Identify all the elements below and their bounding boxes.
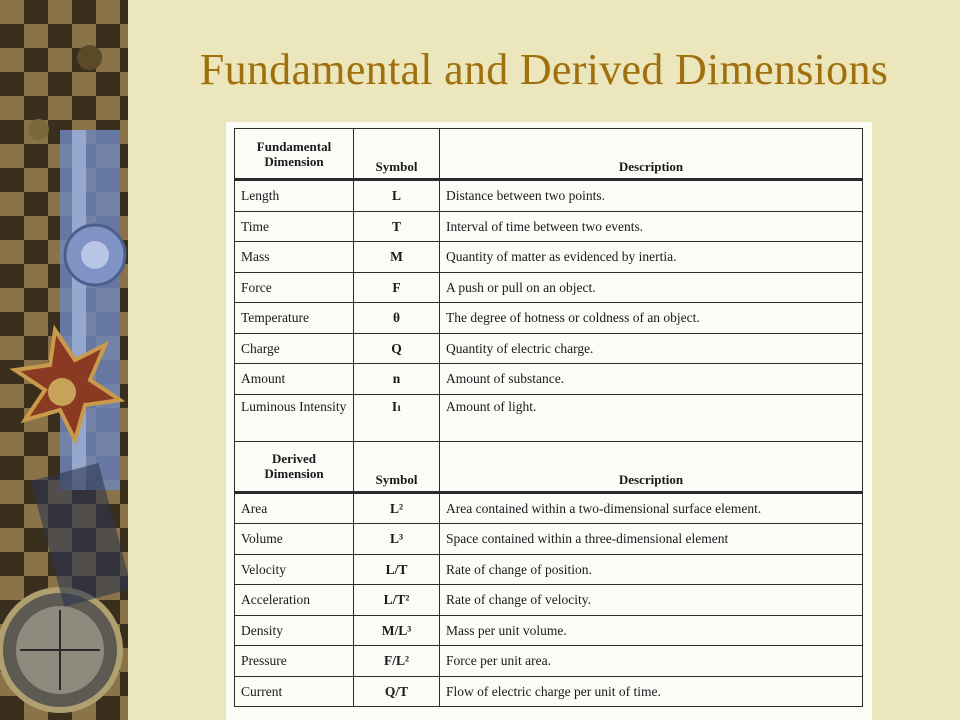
slide-title: Fundamental and Derived Dimensions <box>199 45 889 94</box>
table-row <box>235 180 863 212</box>
dimension-cell: Charge <box>235 333 354 364</box>
dimension-cell: Force <box>235 272 354 303</box>
symbol-cell: θ <box>354 303 440 334</box>
table-row <box>235 676 863 707</box>
fundamental-header-row <box>235 129 863 180</box>
description-cell: Interval of time between two events. <box>440 211 863 242</box>
dimension-cell: Area <box>235 492 354 524</box>
dimension-cell: Mass <box>235 242 354 273</box>
derived-header-row <box>235 441 863 492</box>
description-cell: The degree of hotness or coldness of an object. <box>440 303 863 334</box>
dimension-cell: Acceleration <box>235 585 354 616</box>
description-cell: Space contained within a three-dimensional element <box>440 524 863 555</box>
dimension-cell: Velocity <box>235 554 354 585</box>
table-row <box>235 211 863 242</box>
symbol-cell: Q <box>354 333 440 364</box>
symbol-cell: Q/T <box>354 676 440 707</box>
symbol-cell: L/T² <box>354 585 440 616</box>
symbol-cell: L <box>354 180 440 212</box>
dimension-cell: Density <box>235 615 354 646</box>
description-cell: Rate of change of position. <box>440 554 863 585</box>
description-header: Description <box>440 441 863 492</box>
dimensions-table <box>234 128 863 707</box>
table-row <box>235 615 863 646</box>
dimension-cell: Amount <box>235 364 354 395</box>
description-cell: Flow of electric charge per unit of time. <box>440 676 863 707</box>
description-cell: Area contained within a two-dimensional surface element. <box>440 492 863 524</box>
symbol-cell: n <box>354 364 440 395</box>
table-row <box>235 585 863 616</box>
symbol-cell: Iₗ <box>354 394 440 441</box>
symbol-header: Symbol <box>354 129 440 180</box>
symbol-cell: F/L² <box>354 646 440 677</box>
fundamental-dimension-header: Fundamental Dimension <box>235 129 354 180</box>
table-row <box>235 554 863 585</box>
symbol-cell: F <box>354 272 440 303</box>
decorative-medal-image <box>0 0 128 720</box>
description-cell: Quantity of electric charge. <box>440 333 863 364</box>
dimension-cell: Luminous Intensity <box>235 394 354 441</box>
symbol-header: Symbol <box>354 441 440 492</box>
table-row <box>235 242 863 273</box>
table-row <box>235 492 863 524</box>
symbol-cell: L/T <box>354 554 440 585</box>
dimension-cell: Pressure <box>235 646 354 677</box>
dimension-cell: Current <box>235 676 354 707</box>
table-row <box>235 333 863 364</box>
dimension-cell: Temperature <box>235 303 354 334</box>
table-row <box>235 364 863 395</box>
symbol-cell: M/L³ <box>354 615 440 646</box>
description-cell: Mass per unit volume. <box>440 615 863 646</box>
table-row <box>235 394 863 441</box>
dimensions-table-image <box>226 122 872 720</box>
symbol-cell: L² <box>354 492 440 524</box>
table-row <box>235 272 863 303</box>
symbol-cell: M <box>354 242 440 273</box>
description-cell: Rate of change of velocity. <box>440 585 863 616</box>
dimension-cell: Time <box>235 211 354 242</box>
table-row <box>235 524 863 555</box>
description-header: Description <box>440 129 863 180</box>
medal-illustration <box>0 0 128 720</box>
symbol-cell: L³ <box>354 524 440 555</box>
derived-dimension-header: Derived Dimension <box>235 441 354 492</box>
description-cell: A push or pull on an object. <box>440 272 863 303</box>
description-cell: Distance between two points. <box>440 180 863 212</box>
symbol-cell: T <box>354 211 440 242</box>
description-cell: Force per unit area. <box>440 646 863 677</box>
dimension-cell: Volume <box>235 524 354 555</box>
table-row <box>235 303 863 334</box>
description-cell: Amount of substance. <box>440 364 863 395</box>
table-row <box>235 646 863 677</box>
dimension-cell: Length <box>235 180 354 212</box>
description-cell: Quantity of matter as evidenced by inertia. <box>440 242 863 273</box>
description-cell: Amount of light. <box>440 394 863 441</box>
